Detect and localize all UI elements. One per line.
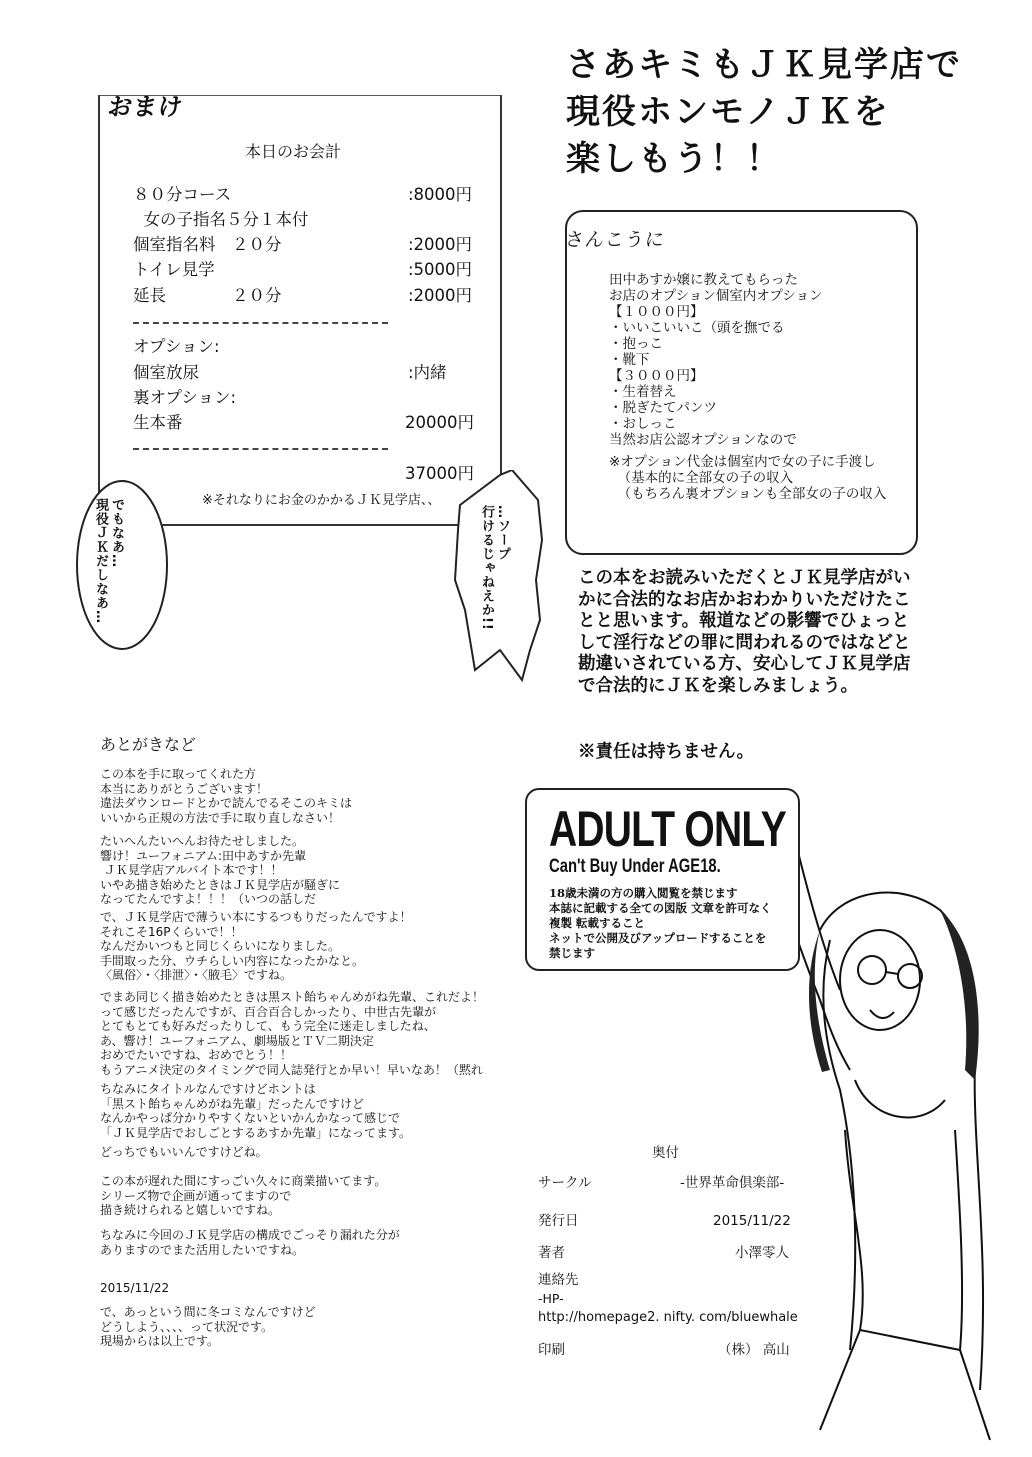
author-label: 著者 [538,1245,565,1261]
options-line: ・抱っこ [609,336,663,352]
options-list [609,272,886,502]
row-label: ８０分コース [133,185,232,204]
afterword-paragraph: たいへんたいへんお待たせしました。 響け！ユーフォニアム:田中あすか先輩 ＪＫ見学店アルバイト本です！！ いやあ描き始めたときはＪＫ見学店が騒ぎに なってたんですよ！！！（いつの話しだ [100,834,341,906]
receipt-row [133,234,473,258]
row-label: 個室放尿 [133,363,199,382]
date-label: 発行日 [538,1213,579,1229]
afterword-paragraph: ちなみに今回のＪＫ見学店の構成でごっそり漏れた分が ありますのでまた活用したいですね。 [100,1228,400,1257]
adult-only-subtitle: Can't Buy Under AGE18. [549,856,721,877]
circle-name: -世界革命倶楽部- [680,1175,785,1191]
options-note: （基本的に全部女の子の収入 [609,470,794,486]
author-name: 小澤零人 [735,1245,789,1261]
options-line: ・生着替え [609,384,677,400]
options-label: オプション: [133,337,220,356]
total-amount: 37000円 [405,464,474,483]
afterword-paragraph: で、ＪＫ見学店で薄うい本にするつもりだったんですよ！ それこそ16Pくらいで！！ なんだかいつもと同じくらいになりました。 手間取った分、ウチらしい内容になったかなと。 〈風俗〉・〈排泄〉・〈腋毛〉ですね。 [100,910,412,982]
secret-options-label: 裏オプション: [133,388,237,407]
options-line: お店のオプション個室内オプション [609,288,823,304]
row-label: トイレ見学 [133,260,215,279]
receipt-row [133,184,473,208]
receipt-note: ※それなりにお金のかかるＪＫ見学店、、 [202,493,441,508]
sankou-handwritten-label: さんこうに [563,229,667,251]
options-line: ・靴下 [609,352,650,368]
row-amount: :2000円 [408,286,473,305]
options-note: （もちろん裏オプションも全部女の子の収入 [609,486,887,502]
row-amount: :内緒 [408,363,447,382]
circle-label: サークル [538,1175,592,1191]
options-line: ・おしっこ [609,416,677,432]
afterword-paragraph: この本が遅れた間にすっごい久々に商業描いてます。 シリーズ物で企画が通ってますので 描き続けられると嬉しいですね。 [100,1174,387,1217]
headline-line: 現役ホンモノＪＫを [566,92,890,132]
omake-handwritten-label: おまけ [106,93,185,121]
afterword-title: あとがきなど [100,735,197,754]
options-line: 田中あすか嬢に教えてもらった [609,272,798,288]
speech-bubble-right: …ソープ 行けるじゃねえか!! [479,505,510,631]
row-label: 延長 ２０分 [133,286,282,305]
afterword-postscript: で、あっという間に冬コミなんですけど どうしよう、、、、って状況です。 現場からは以上です。 [100,1305,316,1348]
adult-only-title: ADULT ONLY [549,801,787,857]
row-amount: 20000円 [405,413,474,432]
publish-date: 2015/11/22 [713,1213,791,1229]
row-label: 女の子指名５分１本付 [133,210,309,229]
afterword-paragraph: ちなみにタイトルなんですけどホントは 「黒スト飴ちゃんめがね先輩」だったんですけど なんかやっぱ分かりやすくないといかんかなって感じで 「ＪＫ見学店でおしごとするあすか先輩」になってます。 [100,1082,412,1140]
options-line: 【３０００円】 [609,368,704,384]
speech-bubble-left: でもなあ… 現役ＪＫだしなあ… [93,498,124,624]
options-heading [133,336,473,360]
options-line: ・脱ぎたてパンツ [609,400,717,416]
row-label: 個室指名料 ２０分 [133,235,282,254]
headline [566,42,962,183]
receipt-row [133,259,473,283]
afterword-paragraph: この本を手に取ってくれた方 本当にありがとうございます！ 違法ダウンロードとかで読んでるそこのキミは いいから正規の方法で手に取り直しなさい！ [100,767,353,825]
options-reference-box [565,210,918,555]
receipt-row [133,285,473,309]
row-amount: :2000円 [408,235,473,254]
afterword-date: 2015/11/22 [100,1281,170,1295]
receipt-title: 本日のお会計 [245,142,342,161]
row-label: 生本番 [133,413,183,432]
options-line: ・いいこいいこ（頭を撫でる [609,320,785,336]
options-line: 【１０００円】 [609,304,704,320]
secret-options-heading [133,387,473,411]
afterword-paragraph: どっちでもいいんですけどね。 [100,1145,268,1159]
receipt-panel [98,95,502,526]
receipt-row [133,209,473,233]
adult-only-text: 18歳未満の方の購入閲覧を禁じます 本誌に記載する全ての図版 文章を許可なく 複製 転載すること ネットで公開及びアップロードすることを 禁じます [549,886,772,960]
homepage-url: http://homepage2. nifty. com/bluewhale [538,1310,798,1325]
row-amount: :8000円 [408,185,473,204]
headline-line: さあキミもＪＫ見学店で [566,45,962,85]
printer-name: （株） 高山 [718,1342,790,1358]
receipt-row [133,362,473,386]
hp-label: -HP- [538,1291,564,1306]
afterword-paragraph: でまあ同じく描き始めたときは黒スト飴ちゃんめがね先輩、これだよ！ って感じだったんですが、百合百合しかったり、中世古先輩が とてもとても好みだったりして、もう完全に迷走しましたね、 あ、響け！ユーフォニアム、劇場版とＴＶ二期決定 おめでたいですね、おめでとう！！ もうアニメ決定のタイミングで同人誌発行とか早い！早いなあ！（黙れ [100,990,485,1077]
receipt-row [133,412,473,436]
divider [133,322,388,324]
printer-label: 印刷 [538,1342,565,1358]
headline-line: 楽しもう！！ [566,139,782,179]
adult-only-notice [525,788,800,971]
divider [133,448,388,450]
disclaimer-paragraph: この本をお読みいただくとＪＫ見学店がいかに合法的なお店かおわかりいただけたことと思います。報道などの影響でひょっとして淫行などの罪に問われるのではなどと勘違いされている方、安心してＪＫ見学店で合法的にＪＫを楽しみましょう。 [578,568,911,696]
options-line: 当然お店公認オプションなので [609,432,797,448]
contact-label: 連絡先 [538,1272,579,1288]
options-note: ※オプション代金は個室内で女の子に手渡し [609,454,876,470]
row-amount: :5000円 [408,260,473,279]
disclaimer-note: ※責任は持ちません。 [578,742,755,762]
colophon-title: 奥付 [652,1145,679,1161]
